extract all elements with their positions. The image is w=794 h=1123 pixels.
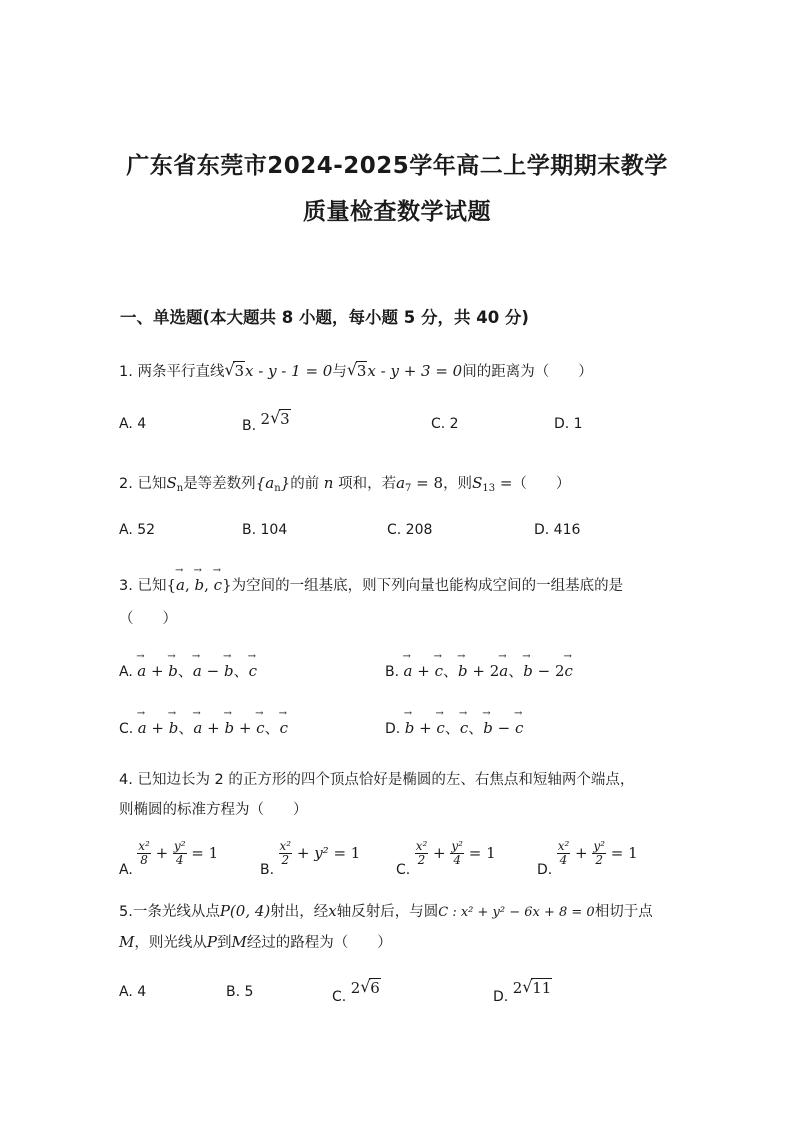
question-text: 间的距离为（ ） xyxy=(462,364,593,380)
option-a: A. → a + → b、→ a − → b、→ c xyxy=(119,660,257,681)
math-equation-2: √ 3x - y + 3 = 0 xyxy=(347,362,462,380)
question-4-line1: 4. 已知边长为 2 的正方形的四个顶点恰好是椭圆的左、右焦点和短轴两个端点， xyxy=(119,772,635,788)
option-c: C. → a + → b、→ a + → b + → c、→ c xyxy=(119,717,288,738)
math-point-p: P(0, 4) xyxy=(219,902,271,920)
option-d: D. 416 xyxy=(534,522,581,538)
option-b: B. 5 xyxy=(226,984,254,1000)
question-3-line2: （ ） xyxy=(119,611,177,627)
option-b: B. → a + → c、→ b + 2→ a、→ b − 2→ c xyxy=(385,660,573,681)
page-title-line1: 广东省东莞市2024-2025学年高二上学期期末教学 xyxy=(126,153,668,179)
question-5-line1: 5.一条光线从点P(0, 4)射出，经x轴反射后，与圆C : x² + y² − 6x + 8 = 0相切于点 xyxy=(119,902,653,920)
option-b: B. 2√ 3 xyxy=(242,416,291,434)
option-d: D. 2√ 11 xyxy=(493,984,552,1002)
option-c: C. $\frac{\text{x²}}{2}$ + $\frac{\text{y²}}{4}$ = 1 xyxy=(396,839,496,878)
math-equation-1: √ 3x - y - 1 = 0 xyxy=(224,362,332,380)
math-sn: $S_n$ xyxy=(166,474,184,494)
question-text: 两条平行直线 xyxy=(137,364,225,380)
option-b: B. $\frac{\text{x²}}{2}$ + y² = 1 xyxy=(260,839,361,878)
math-a7: $a_7 = 8$ xyxy=(396,474,444,494)
math-basis-set: {→ a, → b, → c} xyxy=(166,576,231,594)
option-a: A. 4 xyxy=(119,416,147,432)
option-a: A. $\frac{\text{x²}}{8}$ + $\frac{\text{y²}}{4}$ = 1 xyxy=(119,839,219,878)
option-d: D. $\frac{\text{x²}}{4}$ + $\frac{\text{y²}}{2}$ = 1 xyxy=(537,839,638,878)
math-sequence: $\{a_n\}$ xyxy=(255,474,291,494)
option-c: C. 2 xyxy=(431,416,459,432)
option-a: A. 52 xyxy=(119,522,156,538)
option-c: C. 2√ 6 xyxy=(332,984,381,1002)
question-number: 1. xyxy=(119,364,133,380)
question-2: 2. 已知$S_n$是等差数列$\{a_n\}$的前 n 项和，若$a_7 = 8$，则$S_{13}$ =（ ） xyxy=(119,474,571,494)
page-title-line2: 质量检查数学试题 xyxy=(303,199,491,225)
math-s13: $S_{13}$ = xyxy=(472,474,513,494)
option-a: A. 4 xyxy=(119,984,147,1000)
option-b: B. 104 xyxy=(242,522,288,538)
option-c: C. 208 xyxy=(387,522,433,538)
question-5-line2: M，则光线从P到M经过的路程为（ ） xyxy=(119,933,392,951)
option-d: D. → b + → c、→ c、→ b − → c xyxy=(385,717,523,738)
math-circle: C : x² + y² − 6x + 8 = 0 xyxy=(438,905,595,920)
option-d: D. 1 xyxy=(554,416,583,432)
question-1 xyxy=(119,360,593,381)
question-3: 3. 已知{→ a, → b, → c}为空间的一组基底，则下列向量也能构成空间的一组基底的是 xyxy=(119,574,623,595)
question-4-line2: 则椭圆的标准方程为（ ） xyxy=(119,802,308,818)
question-text: 与 xyxy=(332,364,347,380)
section-heading: 一、单选题(本大题共 8 小题，每小题 5 分，共 40 分) xyxy=(120,308,529,327)
